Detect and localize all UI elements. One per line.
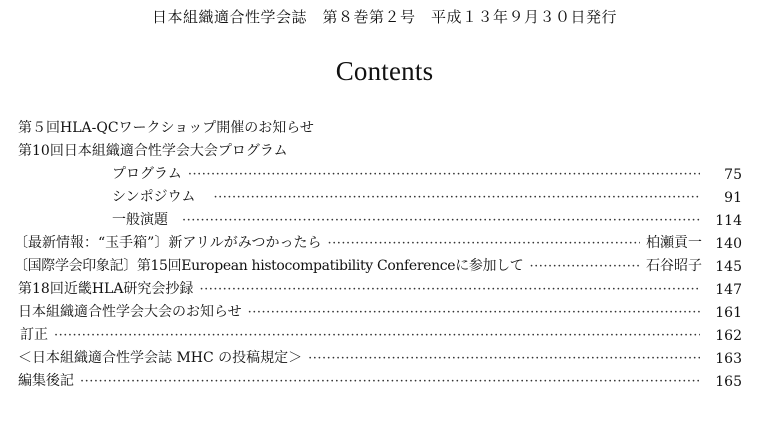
toc-entry-title: 一般演題 xyxy=(112,212,168,228)
dot-leader xyxy=(199,282,700,298)
dot-leader xyxy=(182,213,700,229)
toc-page-number: 140 xyxy=(715,236,742,252)
toc-entry-symposium xyxy=(0,182,769,206)
toc-page-number: 75 xyxy=(724,167,742,183)
dot-leader xyxy=(308,351,700,367)
toc-page-number: 145 xyxy=(715,259,742,275)
toc-page-number: 91 xyxy=(724,190,742,206)
toc-entry-title: 〔最新情報：“玉手箱”〕新アリルがみつかったら xyxy=(14,235,322,251)
toc-page-number: 161 xyxy=(715,305,742,321)
toc-entry-qc-workshop xyxy=(0,113,769,137)
toc-entry-editors-note xyxy=(0,366,769,390)
dot-leader xyxy=(214,190,700,206)
toc-entry-title: 編集後記 xyxy=(18,373,74,389)
toc-author: 柏瀬貢一 xyxy=(646,235,702,251)
toc-entry-title: 訂正 xyxy=(20,327,48,343)
toc-entry-conference-report xyxy=(0,251,769,275)
toc-page-number: 165 xyxy=(715,374,742,390)
toc-entry-title: 日本組織適合性学会大会のお知らせ xyxy=(18,304,242,320)
toc-page-number: 147 xyxy=(715,282,742,298)
toc-entry-title: 第10回日本組織適合性学会大会プログラム xyxy=(18,143,288,159)
dot-leader xyxy=(529,259,640,275)
dot-leader xyxy=(54,328,700,344)
toc-author: 石谷昭子 xyxy=(646,258,702,274)
toc-entry-program xyxy=(0,159,769,183)
dot-leader xyxy=(188,167,700,183)
toc-entry-general-presentations xyxy=(0,205,769,229)
toc-entry-title: 第５回HLA-QCワークショップ開催のお知らせ xyxy=(18,120,314,136)
dot-leader xyxy=(248,305,700,321)
toc-entry-errata xyxy=(0,320,769,344)
page-title: Contents xyxy=(335,56,434,86)
toc-page-number: 163 xyxy=(715,351,742,367)
toc-entry-meeting-notice xyxy=(0,297,769,321)
toc-entry-title: 第18回近畿HLA研究会抄録 xyxy=(18,281,194,297)
toc-entry-submission-rules xyxy=(0,343,769,367)
toc-entry-title: ＜日本組織適合性学会誌 MHC の投稿規定＞ xyxy=(18,350,303,366)
toc-entry-title: プログラム xyxy=(112,166,182,182)
toc-entry-title: シンポジウム xyxy=(112,189,196,205)
dot-leader xyxy=(327,236,640,252)
toc-page-number: 162 xyxy=(715,328,742,344)
toc-entry-latest-info xyxy=(0,228,769,252)
journal-header: 日本組織適合性学会誌 第８巻第２号 平成１３年９月３０日発行 xyxy=(151,8,617,26)
toc-page-number: 114 xyxy=(715,213,742,229)
toc-entry-conference-program xyxy=(0,136,769,160)
toc-entry-title: 〔国際学会印象記〕第15回European histocompatibility Conferenceに参加して xyxy=(14,258,524,274)
dot-leader xyxy=(80,374,700,390)
toc-entry-kinki-abstracts xyxy=(0,274,769,298)
